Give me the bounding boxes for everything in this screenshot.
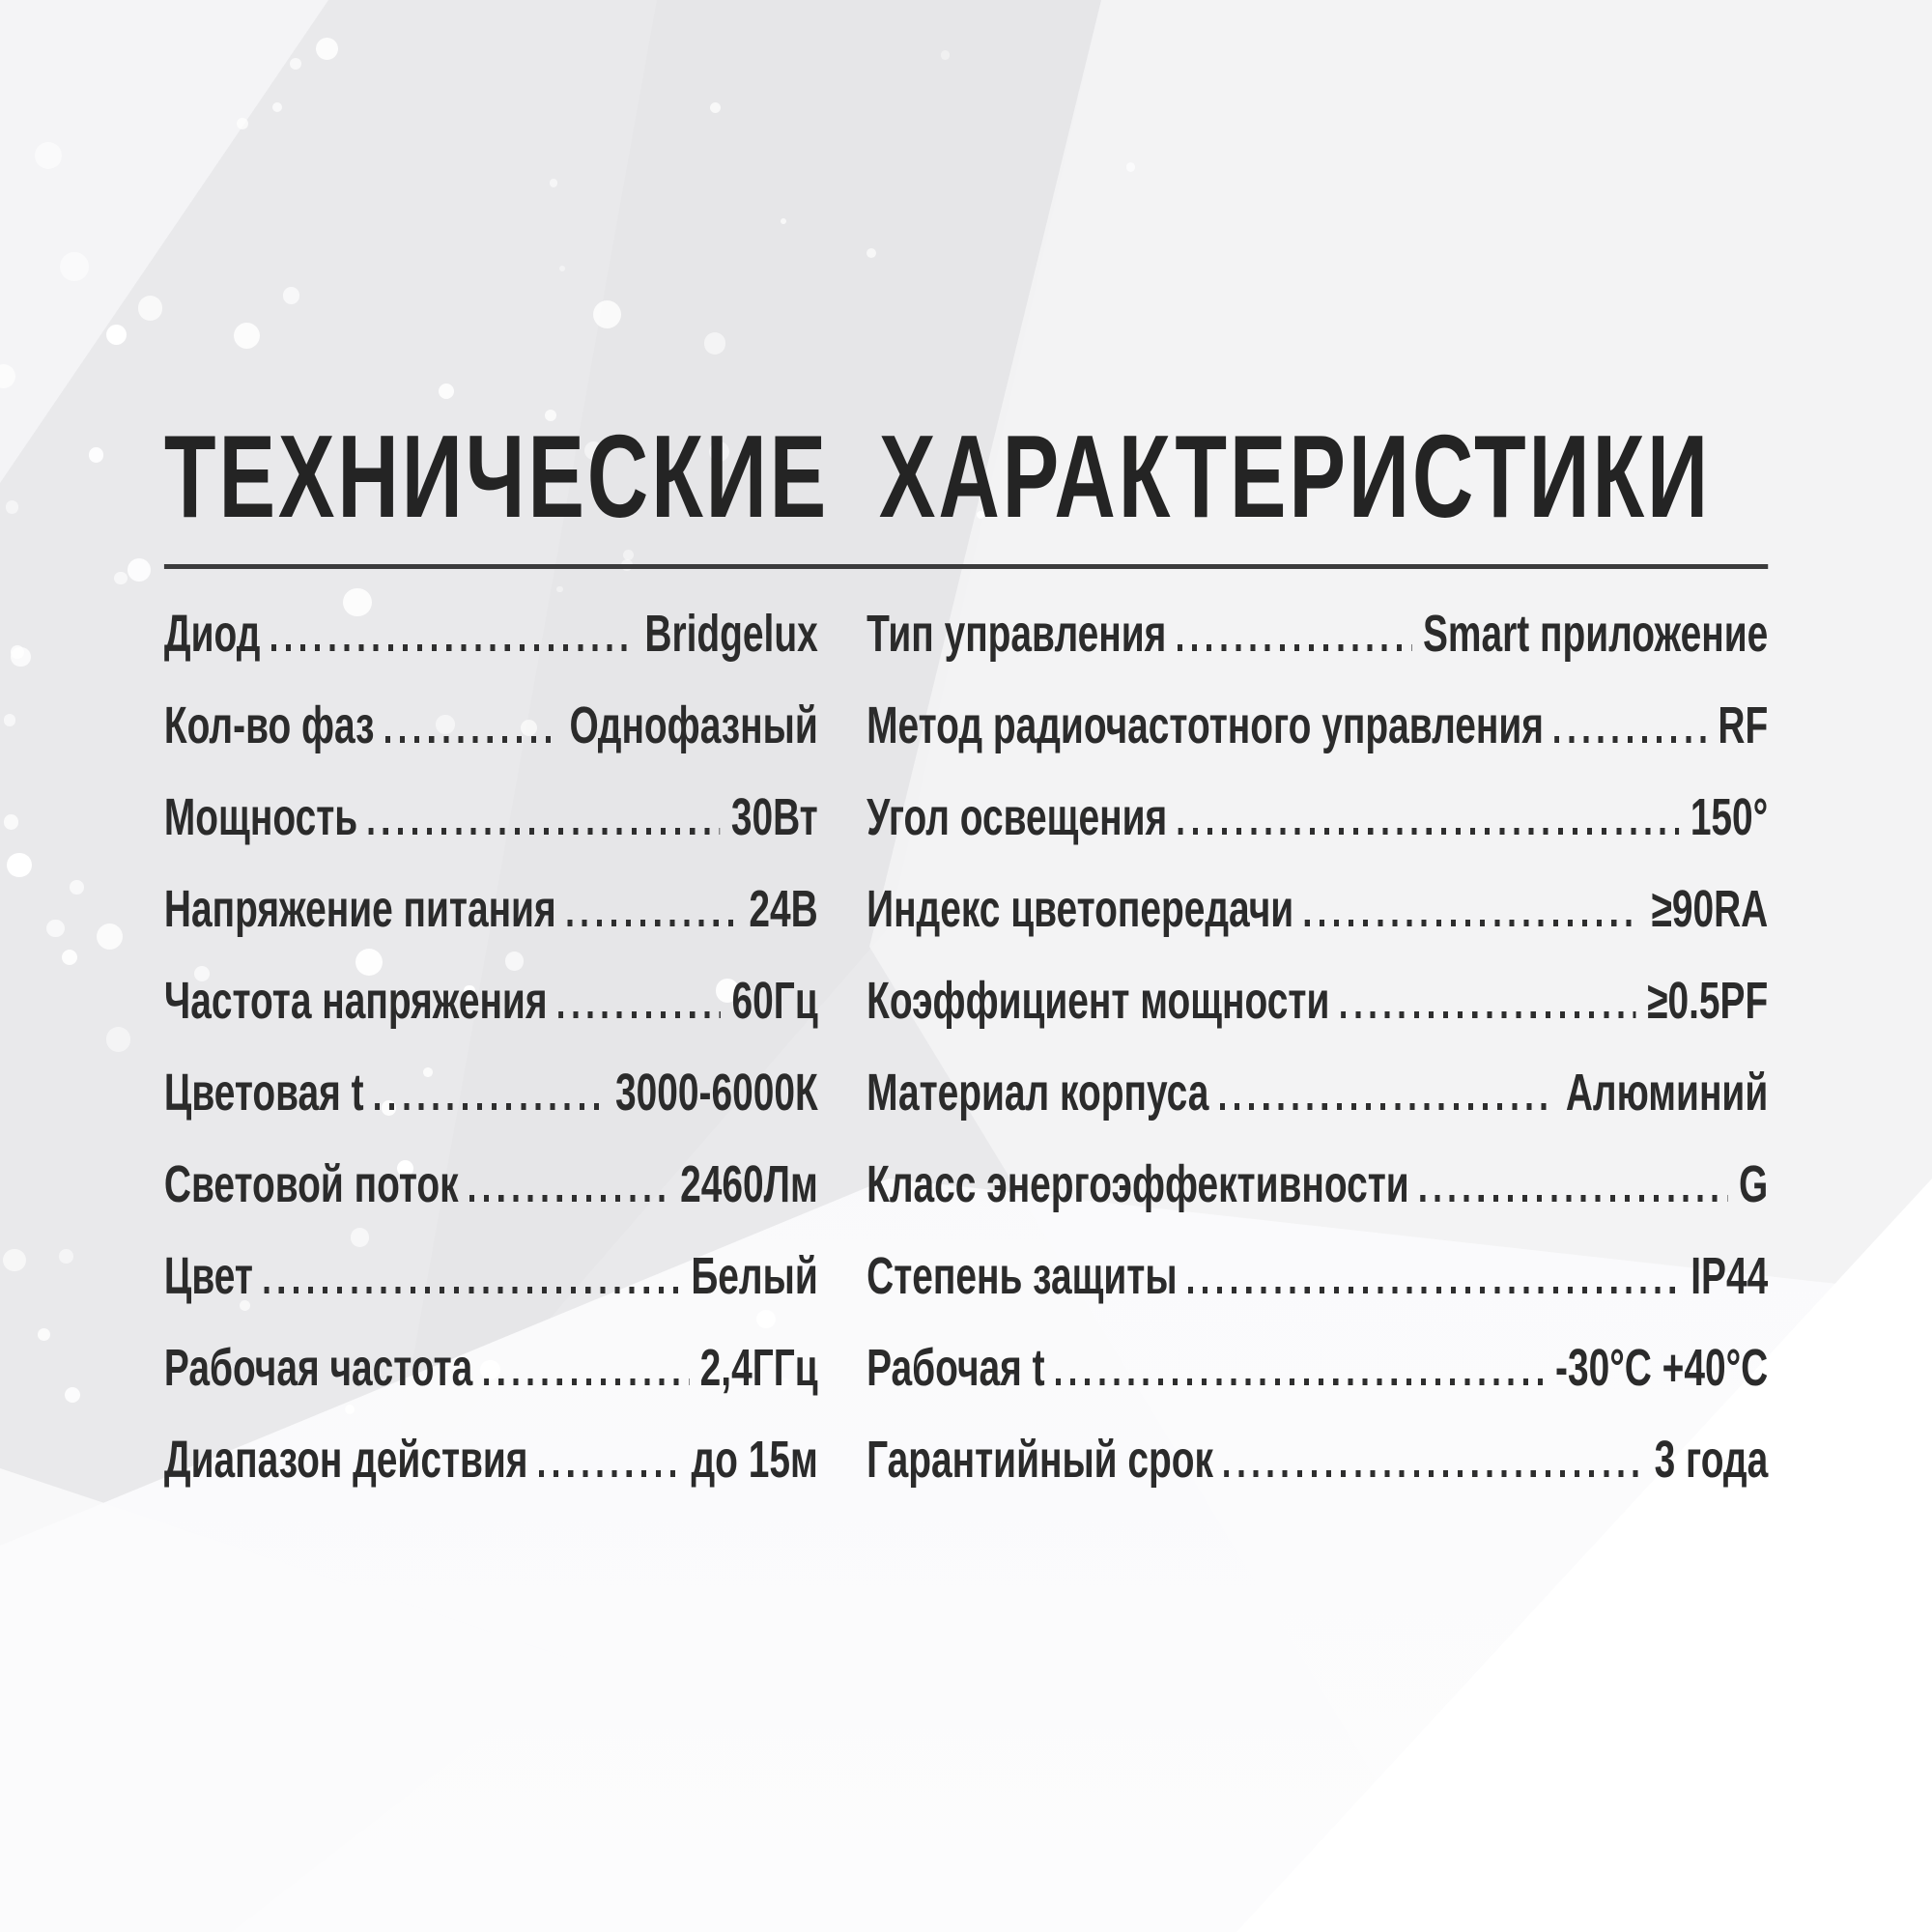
spec-label: Тип управления [867, 605, 1167, 663]
spec-value: 3 года [1654, 1431, 1769, 1489]
spec-row [867, 588, 1768, 680]
spec-label: Гарантийный срок [867, 1431, 1213, 1489]
spec-row [164, 955, 818, 1047]
title-underline [164, 564, 1768, 569]
spec-row [164, 680, 818, 772]
spec-value: Smart приложение [1422, 605, 1769, 663]
spec-label: Диапазон действия [163, 1431, 528, 1489]
spec-row [164, 1047, 818, 1139]
spec-row [867, 1047, 1768, 1139]
spec-value: -30°C +40°C [1555, 1339, 1769, 1397]
dotted-leader [469, 1195, 669, 1202]
spec-value: 30Вт [730, 788, 818, 846]
spec-row [164, 864, 818, 955]
spec-row [867, 680, 1768, 772]
spec-label: Кол-во фаз [163, 696, 375, 754]
dotted-leader [1178, 644, 1412, 651]
spec-value: G [1738, 1155, 1769, 1213]
dotted-leader [1224, 1470, 1643, 1477]
spec-value: 2,4ГГц [699, 1339, 818, 1397]
spec-label: Коэффициент мощности [867, 972, 1330, 1030]
spec-value: 150° [1690, 788, 1769, 846]
spec-label: Напряжение питания [163, 880, 556, 938]
dotted-leader [385, 736, 558, 743]
spec-row [867, 864, 1768, 955]
dotted-leader [558, 1011, 721, 1018]
dotted-leader [264, 1287, 679, 1293]
spec-row [867, 1231, 1768, 1322]
spec-column-left [164, 588, 818, 1506]
spec-row [164, 588, 818, 680]
spec-value: ≥0.5PF [1647, 972, 1769, 1030]
dotted-leader [1179, 828, 1680, 835]
dotted-leader [1220, 1103, 1554, 1110]
dotted-leader [484, 1378, 689, 1385]
spec-row [867, 1414, 1768, 1506]
spec-label: Цветовая t [163, 1064, 364, 1122]
spec-sheet [0, 411, 1932, 1506]
spec-label: Цвет [163, 1247, 253, 1305]
spec-row [867, 955, 1768, 1047]
spec-value: 60Гц [731, 972, 818, 1030]
spec-label: Частота напряжения [163, 972, 548, 1030]
spec-row [164, 1414, 818, 1506]
spec-label: Угол освещения [867, 788, 1168, 846]
dotted-leader [375, 1103, 604, 1110]
dotted-leader [567, 920, 738, 926]
spec-row [164, 1139, 818, 1231]
dotted-leader [539, 1470, 680, 1477]
spec-label: Мощность [163, 788, 358, 846]
dotted-leader [1305, 920, 1640, 926]
spec-label: Материал корпуса [867, 1064, 1209, 1122]
dotted-leader [1188, 1287, 1680, 1293]
spec-label: Рабочая частота [163, 1339, 473, 1397]
dotted-leader [1341, 1011, 1636, 1018]
spec-value: Белый [691, 1247, 818, 1305]
spec-value: Алюминий [1565, 1064, 1769, 1122]
spec-columns [164, 588, 1768, 1506]
spec-row [867, 1139, 1768, 1231]
spec-value: Однофазный [569, 696, 818, 754]
spec-column-right [867, 588, 1768, 1506]
spec-row [164, 1231, 818, 1322]
dotted-leader [1420, 1195, 1727, 1202]
spec-value: RF [1718, 696, 1769, 754]
spec-row [867, 1322, 1768, 1414]
spec-row [867, 772, 1768, 864]
spec-value: ≥90RA [1651, 880, 1769, 938]
spec-row [164, 772, 818, 864]
spec-value: 2460Лм [680, 1155, 818, 1213]
page-title: ТЕХНИЧЕСКИЕ ХАРАКТЕРИСТИКИ [163, 411, 1712, 542]
spec-row [164, 1322, 818, 1414]
spec-value: Bridgelux [644, 605, 818, 663]
spec-label: Степень защиты [867, 1247, 1178, 1305]
spec-label: Диод [163, 605, 261, 663]
dotted-leader [1555, 736, 1707, 743]
dotted-leader [369, 828, 721, 835]
spec-label: Класс энергоэффективности [867, 1155, 1409, 1213]
dotted-leader [1056, 1378, 1544, 1385]
spec-label: Метод радиочастотного управления [867, 696, 1544, 754]
dotted-leader [271, 644, 634, 651]
spec-label: Световой поток [163, 1155, 459, 1213]
spec-value: до 15м [691, 1431, 818, 1489]
spec-value: 24В [749, 880, 818, 938]
spec-value: 3000-6000К [615, 1064, 818, 1122]
spec-label: Рабочая t [867, 1339, 1045, 1397]
spec-label: Индекс цветопередачи [867, 880, 1294, 938]
spec-value: IP44 [1690, 1247, 1769, 1305]
